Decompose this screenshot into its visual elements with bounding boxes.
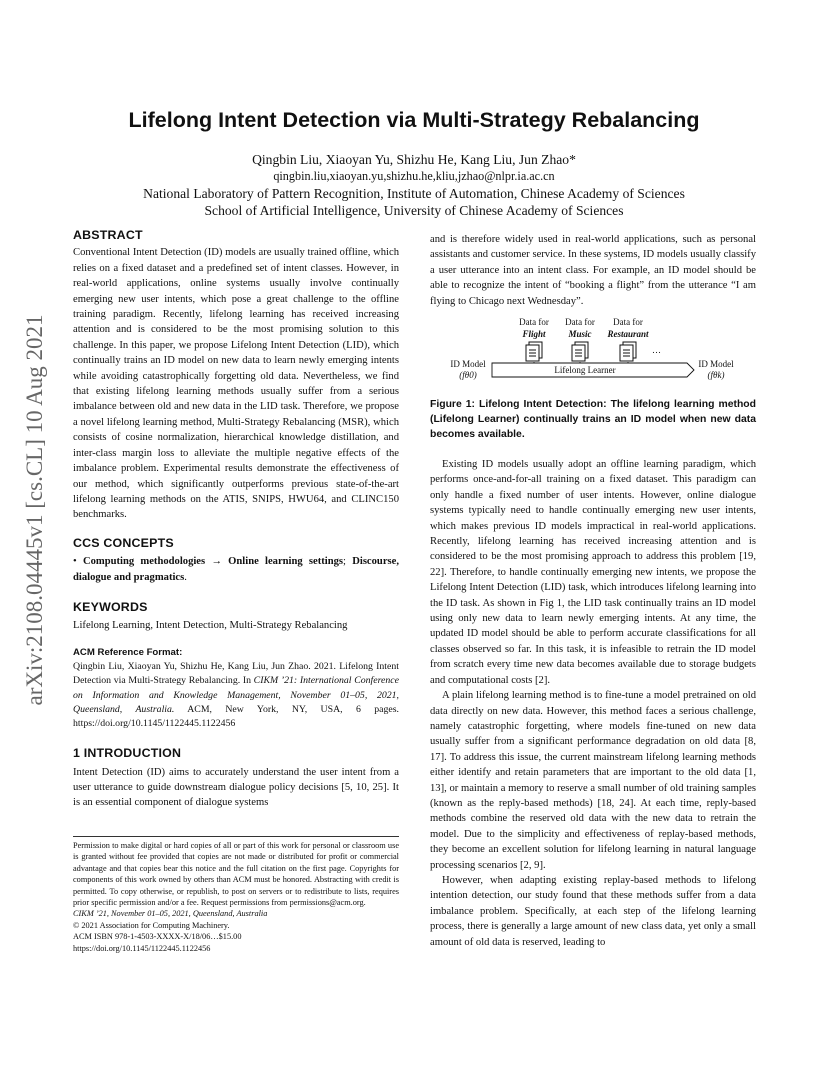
author-block [70, 151, 758, 219]
arxiv-id: arXiv:2108.04445v1 [cs.CL] 10 Aug 2021 [22, 314, 47, 706]
ccs-text [73, 554, 399, 585]
ccs-end: . [184, 571, 187, 583]
fig-domain-music: Music [568, 329, 592, 339]
document-icon [620, 342, 636, 361]
paper-title: Lifelong Intent Detection via Multi-Strategy Rebalancing [128, 108, 700, 132]
fig-data-for-1: Data for [519, 317, 549, 327]
right-paragraph-2: A plain lifelong learning method is to fine-tune a model pretrained on old data directly on new data. However, this method faces a serious challenge, namely catastrophic forgetting, where models fine-tuned on new data usually suffer from a significant performance degradation on old data [8, 17]. To address this issue, the current mainstream lifelong learning methods either identify and retain parameters that are important to the old data [1, 13], or maintain a memory to reserve a small number of old training samples (known as the reply-based methods) [18, 24]. At each time, reply-based methods combine the reserved old data with the new data to retrain the model. Due to the simplicity and effectiveness of replay-based methods, they become an excellent solution for lifelong learning in natural language processing scenarios [2, 9]. [430, 690, 756, 871]
figure-caption: Figure 1: Lifelong Intent Detection: The lifelong learning method (Lifelong Learner) continually trains an ID model when new data becomes available. [430, 399, 756, 440]
abstract-heading: ABSTRACT [73, 228, 143, 242]
document-icon [526, 342, 542, 361]
ccs-sep: ; [343, 556, 353, 568]
fig-right-model: ID Model [698, 359, 734, 369]
acm-ref-pre: Qingbin Liu, Xiaoyan Yu, Shizhu He, Kang Liu, Jun Zhao. 2021. Lifelong Intent Detection via Multi-Strategy Rebalancing. In [73, 661, 399, 687]
ccs-bullet: • [73, 556, 77, 568]
ccs-heading: CCS CONCEPTS [73, 535, 174, 550]
ccs-concept-2: Discourse, dialogue and pragmatics [73, 556, 400, 583]
affiliation-1: National Laboratory of Pattern Recognition, Institute of Automation, Chinese Academy of Sciences [143, 186, 685, 201]
right-paragraph-3: However, when adapting existing replay-based methods to lifelong intention detection, our study found that these methods suffer from a data imbalance problem. Specifically, at each step of the lifelong learning process, there is generally a large amount of new class data, yet only a small amount of old data is reserved, leading to [430, 874, 756, 948]
fig-ellipsis: … [652, 345, 661, 355]
abstract-text: Conventional Intent Detection (ID) models are usually trained offline, which relies on a fixed dataset and a predefined set of intent classes. However, in real-world applications, online systems usually involve continually emerging new user intents, which pose a great challenge to the offline training paradigm. Recently, lifelong learning has received increasing attention and is considered to be the most promising solution to this challenge. In this paper, we propose Lifelong Intent Detection (LID), which continually trains an ID model on new data to learn newly emerging intents while avoiding catastrophically forgetting old data. Nevertheless, we find that existing lifelong learning methods usually suffer from a serious imbalance between old and new data in the LID task. Therefore, we propose a novel lifelong learning method, Multi-Strategy Rebalancing (MSR), which consists of cosine normalization, hierarchical knowledge distillation, and inter-class margin loss to alleviate the multiple negative effects of the imbalance problem. Experimental results demonstrate the effectiveness of our method, which significantly outperforms previous state-of-the-art lifelong learning methods on the ATIS, SNIPS, HWU64, and CLINC150 benchmarks. [73, 247, 399, 521]
arxiv-sidebar [10, 280, 60, 740]
keywords-heading: KEYWORDS [73, 599, 148, 614]
intro-heading: 1 INTRODUCTION [73, 746, 182, 761]
fig-left-model-sub: (fθ0) [459, 370, 477, 380]
fig-left-model: ID Model [450, 359, 486, 369]
right-paragraph-0: and is therefore widely used in real-world applications, such as personal assistants and customer service. In these systems, ID models usually classify a user utterance into an intent class. For example, an ID model should be able to recognize the intent of “booking a flight” from the utterance “I am flying to Chicago next Wednesday”. [430, 234, 756, 307]
footnote [73, 840, 399, 954]
footnote-rule [73, 836, 399, 837]
permission-notice: Permission to make digital or hard copies of all or part of this work for personal or classroom use is granted without fee provided that copies are not made or distributed for profit or commercial advantage and that copies bear this notice and the full citation on the first page. Copyrights for components of this work owned by others than ACM must be honored. Abstracting with credit is permitted. To copy otherwise, or republish, to post on servers or to redistribute to lists, requires prior specific permission and/or a fee. Request permissions from permissions@acm.org. [73, 841, 399, 908]
fig-domain-restaurant: Restaurant [607, 329, 649, 339]
copyright-line: © 2021 Association for Computing Machinery. [73, 920, 230, 930]
fig-right-model-sub: (fθk) [707, 370, 725, 380]
intro-paragraph-1: Intent Detection (ID) aims to accurately understand the user intent from a user utterance to guide downstream dialogue policy decisions [5, 10, 25]. It is an essential component of dialogue systems [73, 766, 399, 809]
keywords-text: Lifelong Learning, Intent Detection, Multi-Strategy Rebalancing [73, 620, 348, 632]
fig-learner-label: Lifelong Learner [554, 365, 616, 375]
right-column-top [430, 232, 756, 309]
figure-1 [430, 312, 756, 388]
conference-line: CIKM ’21, November 01–05, 2021, Queensland, Australia [73, 909, 268, 919]
doi-line: https://doi.org/10.1145/1122445.1122456 [73, 943, 211, 953]
fig-domain-flight: Flight [522, 329, 546, 339]
author-emails: qingbin.liu,xiaoyan.yu,shizhu.he,kliu,jzhao@nlpr.ia.ac.cn [273, 169, 555, 183]
acm-ref-text [73, 660, 399, 731]
author-names: Qingbin Liu, Xiaoyan Yu, Shizhu He, Kang Liu, Jun Zhao* [252, 152, 576, 167]
ccs-concept-1: Computing methodologies → Online learning settings [82, 556, 344, 568]
left-column [73, 228, 399, 811]
isbn-line: ACM ISBN 978-1-4503-XXXX-X/18/06…$15.00 [73, 932, 242, 942]
acm-ref-post: ACM, New York, NY, USA, 6 pages. https://doi.org/10.1145/1122445.1122456 [73, 703, 399, 729]
document-icon [572, 342, 588, 361]
right-column-body [430, 457, 756, 950]
fig-data-for-3: Data for [613, 317, 643, 327]
affiliation-2: School of Artificial Intelligence, University of Chinese Academy of Sciences [204, 203, 624, 218]
right-paragraph-1: Existing ID models usually adopt an offline learning paradigm, which performs once-and-for-all training on a fixed dataset. This paradigm can only handle a fixed number of user intents. However, online dialogue systems typically need to handle continually emerging new user intents, which makes previous ID models impractical in real-world applications. Recently, lifelong learning has received increasing attention and is considered to be the most promising approach to address this problem [19, 22]. Therefore, to handle continually emerging new intents, we propose the Lifelong Intent Detection (LID) task, which introduces lifelong learning into the ID task. As shown in Fig 1, the LID task continually trains an ID model using only new data to learn newly emerging intents. At any time, the updated ID model should be able to perform accurate classifications for all classes observed so far. In this task, it is infeasible to retrain the ID model from scratch every time new data becomes available due to storage budgets and computational costs [2]. [430, 459, 756, 686]
fig-data-for-2: Data for [565, 317, 595, 327]
acm-ref-venue: CIKM ’21: International Conference on Information and Knowledge Management, November 01–05, 2021, Queensland, Australia. [73, 675, 399, 715]
acm-ref-heading: ACM Reference Format: [73, 646, 183, 658]
